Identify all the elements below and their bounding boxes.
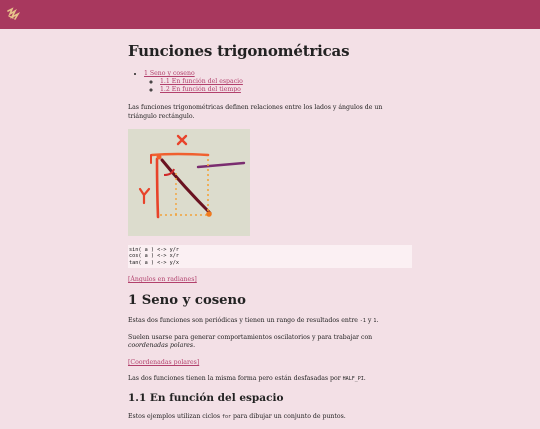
table-of-contents (128, 70, 412, 94)
code-line: sin( a ) <-> y/r (129, 247, 179, 253)
toc-link-seno-coseno[interactable]: 1 Seno y coseno (144, 70, 195, 77)
top-bar (0, 0, 540, 29)
page-title: Funciones trigonométricas (128, 42, 350, 60)
polar-coordinates-link[interactable]: [Coordenadas polares] (128, 358, 200, 366)
paragraph (128, 317, 412, 326)
code-block (128, 245, 412, 268)
scribble-logo-icon[interactable] (6, 7, 20, 21)
text: Suelen usarse para generar comportamientos oscilatorios y para trabajar con (128, 333, 373, 341)
text: Las dos funciones tienen la misma forma pero están desfasadas por (128, 375, 343, 383)
text: Estos ejemplos utilizan ciclos (128, 412, 223, 420)
text: . (376, 317, 379, 325)
toc-link-tiempo[interactable]: 1.2 En función del tiempo (160, 86, 241, 93)
text: . (363, 375, 366, 383)
text: . (193, 342, 196, 350)
toc-subitem (160, 86, 412, 94)
text: para dibujar un conjunto de puntos. (231, 412, 346, 420)
paragraph (128, 375, 412, 384)
code-line: cos( a ) <-> x/r (129, 253, 179, 260)
intro-paragraph: Las funciones trigonométricas definen relaciones entre los lados y ángulos de un triángulo rectángulo. (128, 104, 383, 120)
toc-item (144, 70, 412, 94)
code-line: tan( a ) <-> y/x (129, 259, 179, 266)
paragraph (128, 413, 412, 422)
section-heading-seno-coseno: 1 Seno y coseno (128, 293, 246, 309)
inline-code: HALF_PI (342, 376, 364, 383)
toc-link-espacio[interactable]: 1.1 En función del espacio (160, 78, 243, 85)
text: Estas dos funciones son periódicas y tienen un rango de resultados entre (128, 317, 360, 325)
text: y (365, 317, 374, 325)
subsection-heading-espacio: 1.1 En función del espacio (128, 391, 284, 404)
inline-code: 1 (373, 318, 377, 325)
triangle-sketch-image (128, 129, 250, 236)
inline-code: for (222, 413, 232, 420)
radians-link[interactable]: [Ángulos en radianes] (128, 275, 197, 283)
article (128, 42, 412, 429)
emphasis: coordenadas polares (128, 342, 194, 350)
toc-subitem (160, 78, 412, 86)
inline-code: -1 (359, 318, 366, 325)
paragraph (128, 334, 412, 351)
